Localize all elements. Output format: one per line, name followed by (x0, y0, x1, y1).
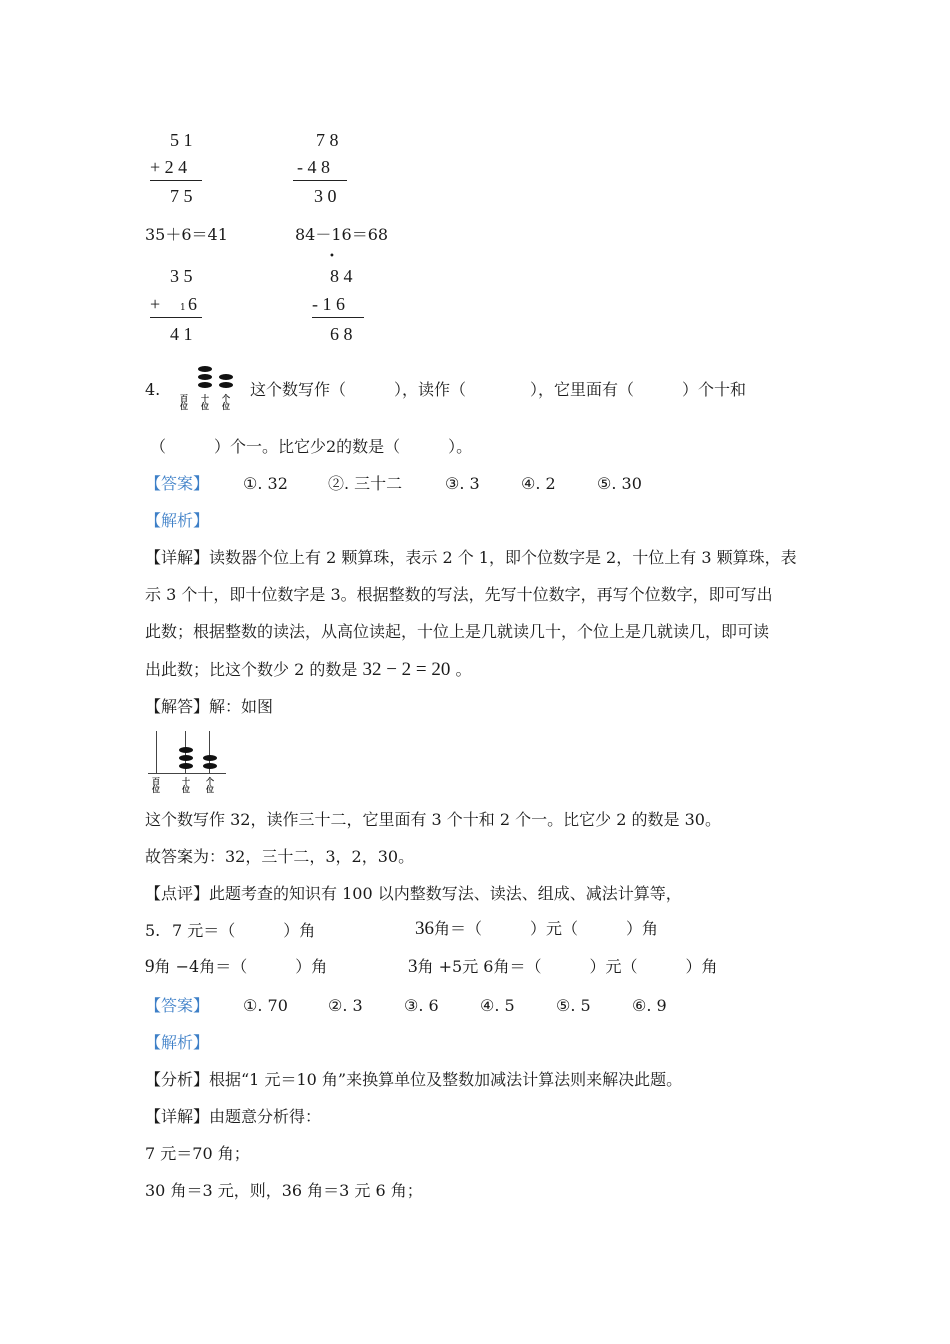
q5-answer-3: ③. 6 (404, 996, 439, 1015)
q5-answer-5: ⑤. 5 (556, 996, 591, 1015)
q5-analysis: 【分析】根据“1 元＝10 角”来换算单位及整数加减法计算法则来解决此题。 (145, 1070, 683, 1089)
calc3-line (150, 317, 202, 318)
calc4-borrow-dot: • (329, 251, 335, 262)
q5-p4-a: 3 (408, 956, 418, 977)
calc3-carry: 1 (180, 303, 186, 313)
q5-step-2: 30 角＝3 元，则，36 角＝3 元 6 角； (145, 1181, 423, 1200)
calc3-top: 3 5 (170, 266, 193, 286)
abacus2-label-ones: 个位 (206, 776, 214, 794)
q5-p2-number: 36 (415, 918, 434, 939)
abacus-figure-2 (148, 727, 228, 795)
q5-p2-text: 角＝（ ）元（ ）角 (434, 919, 659, 938)
calc4-result: 6 8 (330, 324, 353, 344)
q4-final-answer: 故答案为：32，三十二，3，2，30。 (145, 847, 415, 866)
q5-step-1: 7 元＝70 角； (145, 1144, 250, 1163)
q4-detail-equation: 32 − 2 = 20 (362, 659, 451, 680)
calc2-line (293, 180, 347, 181)
abacus1-label-hundreds: 百位 (180, 393, 188, 411)
q4-detail-line2: 示 3 个十，即十位数字是 3。根据整数的写法，先写十位数字，再写个位数字，即可写出 (145, 585, 773, 604)
q4-detail-line4-text: 出此数；比这个数少 2 的数是 (145, 660, 358, 679)
q5-p4-c: 元 6 (462, 957, 494, 976)
q5-problem-1: 7 元＝（ ）角 (172, 921, 316, 940)
q4-answer-2: ②. 三十二 (328, 474, 403, 493)
q5-analysis-tag: 【解析】 (145, 1033, 210, 1052)
q5-problem-4 (408, 957, 717, 977)
q4-detail-line1: 【详解】读数器个位上有 2 颗算珠，表示 2 个 1，即个位数字是 2，十位上有 3 颗算珠，表 (145, 548, 797, 567)
q5-number: 5. (145, 921, 161, 940)
q4-comment: 【点评】此题考查的知识有 100 以内整数写法、读法、组成、减法计算等， (145, 884, 682, 903)
calc4-mid: - 1 6 (312, 294, 345, 314)
calc3-digit: 6 (188, 294, 197, 314)
q4-line2: （ ）个一。比它少2的数是（ ）。 (150, 437, 473, 456)
equation-1: 35＋6＝41 (145, 225, 228, 244)
calc3-plus: + (150, 294, 161, 314)
q4-answer-4: ④. 2 (521, 474, 556, 493)
q4-solution: 【解答】解：如图 (145, 697, 274, 716)
equation-2: 84－16＝68 (295, 225, 389, 244)
calc1-top: 5 1 (170, 130, 193, 150)
q5-p3-text: 角＝（ ）角 (199, 957, 328, 976)
q4-detail-line4 (145, 660, 472, 680)
q4-analysis-tag: 【解析】 (145, 511, 210, 530)
q5-answer-6: ⑥. 9 (632, 996, 667, 1015)
q4-detail-line3: 此数；根据整数的读法，从高位读起，十位上是几就读几十，个位上是几就读几，即可读 (145, 622, 770, 641)
q5-answer-2: ②. 3 (328, 996, 363, 1015)
calc2-top: 7 8 (316, 130, 339, 150)
q5-p3-a: 9 (145, 956, 155, 977)
abacus1-label-tens: 十位 (201, 393, 209, 411)
calc4-top: 8 4 (330, 266, 353, 286)
q4-answer-5: ⑤. 30 (597, 474, 642, 493)
q5-p4-b: 角 +5 (417, 957, 463, 976)
q5-answer-1: ①. 70 (243, 996, 288, 1015)
calc3-result: 4 1 (170, 324, 193, 344)
abacus-figure-1 (176, 362, 240, 414)
q5-p4-text: 角＝（ ）元（ ）角 (493, 957, 718, 976)
q5-answer-tag: 【答案】 (145, 996, 210, 1015)
abacus2-label-tens: 十位 (182, 776, 190, 794)
q4-conclusion: 这个数写作 32，读作三十二，它里面有 3 个十和 2 个一。比它少 2 的数是 30。 (145, 810, 721, 829)
q4-number: 4. (145, 380, 161, 399)
q5-p3-b: 角 −4 (154, 957, 200, 976)
q4-line1: 这个数写作（ ），读作（ ），它里面有（ ）个十和 (250, 380, 747, 399)
calc1-mid: + 2 4 (150, 157, 188, 177)
q4-answer-tag: 【答案】 (145, 474, 210, 493)
calc2-result: 3 0 (314, 186, 337, 206)
calc1-line (150, 180, 202, 181)
abacus2-label-hundreds: 百位 (152, 776, 160, 794)
calc4-line (312, 317, 364, 318)
abacus1-label-ones: 个位 (222, 393, 230, 411)
q4-detail-line4-end: 。 (455, 660, 472, 679)
q4-answer-3: ③. 3 (445, 474, 480, 493)
q5-problem-2 (415, 919, 658, 939)
q5-answer-4: ④. 5 (480, 996, 515, 1015)
calc2-mid: - 4 8 (297, 157, 330, 177)
q5-detail: 【详解】由题意分析得： (145, 1107, 322, 1126)
calc1-result: 7 5 (170, 186, 193, 206)
q5-problem-3 (145, 957, 327, 977)
q4-answer-1: ①. 32 (243, 474, 288, 493)
